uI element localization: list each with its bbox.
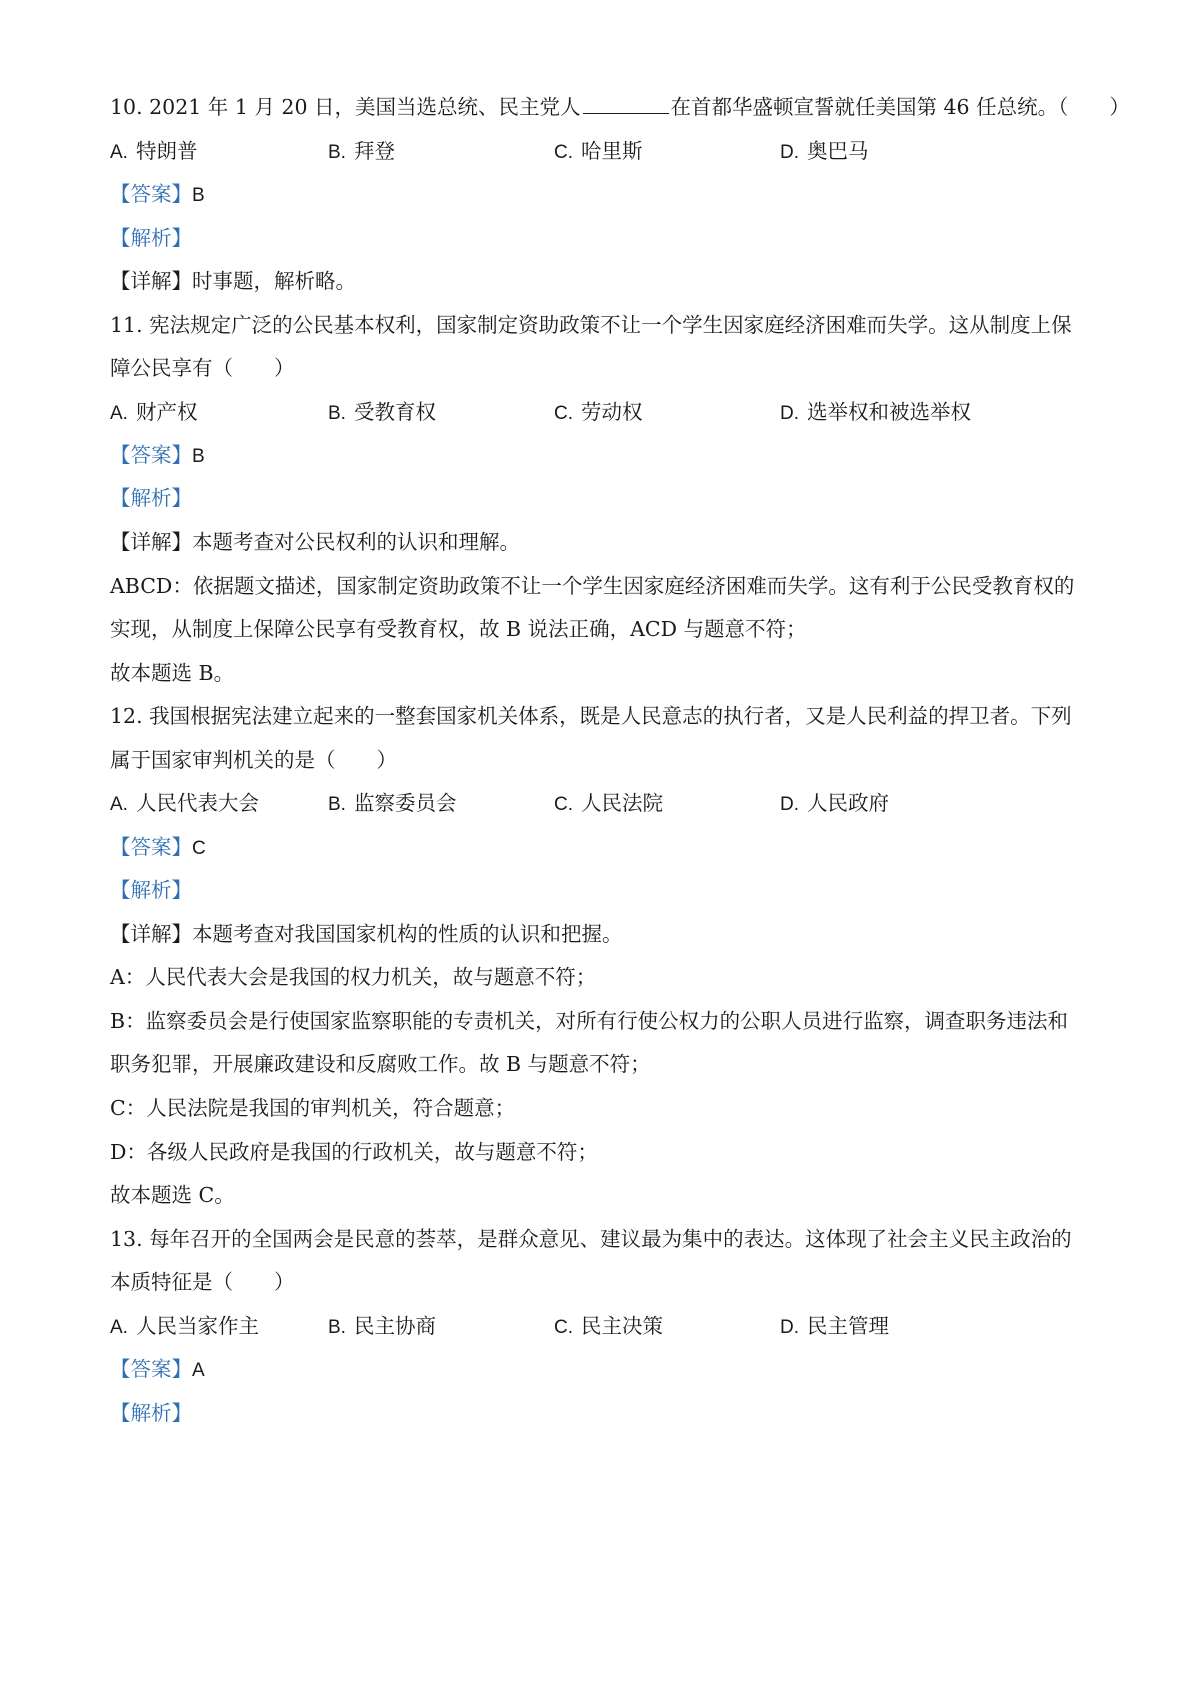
- q12-explanation-line: C：人民法院是我国的审判机关，符合题意；: [110, 1096, 516, 1120]
- q12-explanation-line: 故本题选 C。: [110, 1183, 235, 1207]
- q10-option-a: A. 特朗普: [110, 139, 198, 163]
- q11-stem-line2: 障公民享有（ ）: [110, 356, 295, 380]
- q11-explanation-line: 故本题选 B。: [110, 661, 235, 685]
- q12-answer: [110, 832, 206, 862]
- q12-option-d: D. 人民政府: [780, 791, 889, 815]
- q12-stem-line1: 12. 我国根据宪法建立起来的一整套国家机关体系，既是人民意志的执行者，又是人民利益的捍卫者。下列: [110, 704, 1072, 728]
- q11-explanation-line: 实现，从制度上保障公民享有受教育权，故 B 说法正确，ACD 与题意不符；: [110, 617, 807, 641]
- q12-explanation-line: A：人民代表大会是我国的权力机关，故与题意不符；: [110, 965, 597, 989]
- q13-answer: [110, 1354, 205, 1384]
- q13-analysis: [110, 1398, 192, 1428]
- q10-stem: [110, 92, 1130, 122]
- q13-option-b: B. 民主协商: [328, 1314, 436, 1338]
- answer-value: C: [192, 838, 206, 859]
- q10-option-c: C. 哈里斯: [554, 139, 643, 163]
- q10-option-d: D. 奥巴马: [780, 139, 869, 163]
- answer-value: B: [192, 446, 205, 467]
- answer-value: B: [192, 185, 205, 206]
- q11-answer: [110, 440, 205, 470]
- detail-tag: 【详解】: [110, 269, 192, 293]
- q12-option-c: C. 人民法院: [554, 791, 663, 815]
- q10-analysis: [110, 223, 192, 253]
- q13-option-c: C. 民主决策: [554, 1314, 663, 1338]
- q10-stem-part2: 在首都华盛顿宣誓就任美国第 46 任总统。（ ）: [670, 95, 1130, 119]
- q10-stem-part1: 10. 2021 年 1 月 20 日，美国当选总统、民主党人: [110, 95, 581, 119]
- q11-option-a: A. 财产权: [110, 400, 198, 424]
- detail-tag: 【详解】: [110, 530, 192, 554]
- q11-explanation-line: ABCD：依据题文描述，国家制定资助政策不让一个学生因家庭经济困难而失学。这有利于公民受教育权的: [110, 574, 1075, 598]
- q12-explanation-line: B：监察委员会是行使国家监察职能的专责机关，对所有行使公权力的公职人员进行监察，调查职务违法和: [110, 1009, 1069, 1033]
- analysis-tag: 【解析】: [110, 1401, 192, 1425]
- q12-explanation-line: D：各级人民政府是我国的行政机关，故与题意不符；: [110, 1140, 598, 1164]
- q13-option-d: D. 民主管理: [780, 1314, 889, 1338]
- q10-answer: [110, 179, 205, 209]
- q12-detail: [110, 919, 623, 949]
- q12-analysis: [110, 875, 192, 905]
- answer-tag: 【答案】: [110, 443, 192, 467]
- answer-tag: 【答案】: [110, 182, 192, 206]
- analysis-tag: 【解析】: [110, 878, 192, 902]
- q11-option-d: D. 选举权和被选举权: [780, 400, 971, 424]
- detail-text: 本题考查对我国国家机构的性质的认识和把握。: [192, 922, 623, 946]
- q11-detail: [110, 527, 520, 557]
- q13-stem-line1: 13. 每年召开的全国两会是民意的荟萃，是群众意见、建议最为集中的表达。这体现了社会主义民主政治的: [110, 1227, 1072, 1251]
- answer-tag: 【答案】: [110, 1357, 192, 1381]
- q11-option-b: B. 受教育权: [328, 400, 436, 424]
- q11-stem-line1: 11. 宪法规定广泛的公民基本权利，国家制定资助政策不让一个学生因家庭经济困难而失学。这从制度上保: [110, 313, 1072, 337]
- detail-tag: 【详解】: [110, 922, 192, 946]
- q10-detail: [110, 266, 356, 296]
- answer-tag: 【答案】: [110, 835, 192, 859]
- detail-text: 时事题，解析略。: [192, 269, 356, 293]
- q11-option-c: C. 劳动权: [554, 400, 643, 424]
- q10-option-b: B. 拜登: [328, 139, 395, 163]
- analysis-tag: 【解析】: [110, 226, 192, 250]
- answer-value: A: [192, 1360, 205, 1381]
- q12-option-b: B. 监察委员会: [328, 791, 457, 815]
- q13-stem-line2: 本质特征是（ ）: [110, 1270, 295, 1294]
- q10-answer-blank: [583, 93, 669, 114]
- analysis-tag: 【解析】: [110, 486, 192, 510]
- q12-stem-line2: 属于国家审判机关的是（ ）: [110, 748, 397, 772]
- detail-text: 本题考查对公民权利的认识和理解。: [192, 530, 520, 554]
- q11-analysis: [110, 483, 192, 513]
- q12-explanation-line: 职务犯罪，开展廉政建设和反腐败工作。故 B 与题意不符；: [110, 1052, 651, 1076]
- q12-option-a: A. 人民代表大会: [110, 791, 259, 815]
- q13-option-a: A. 人民当家作主: [110, 1314, 259, 1338]
